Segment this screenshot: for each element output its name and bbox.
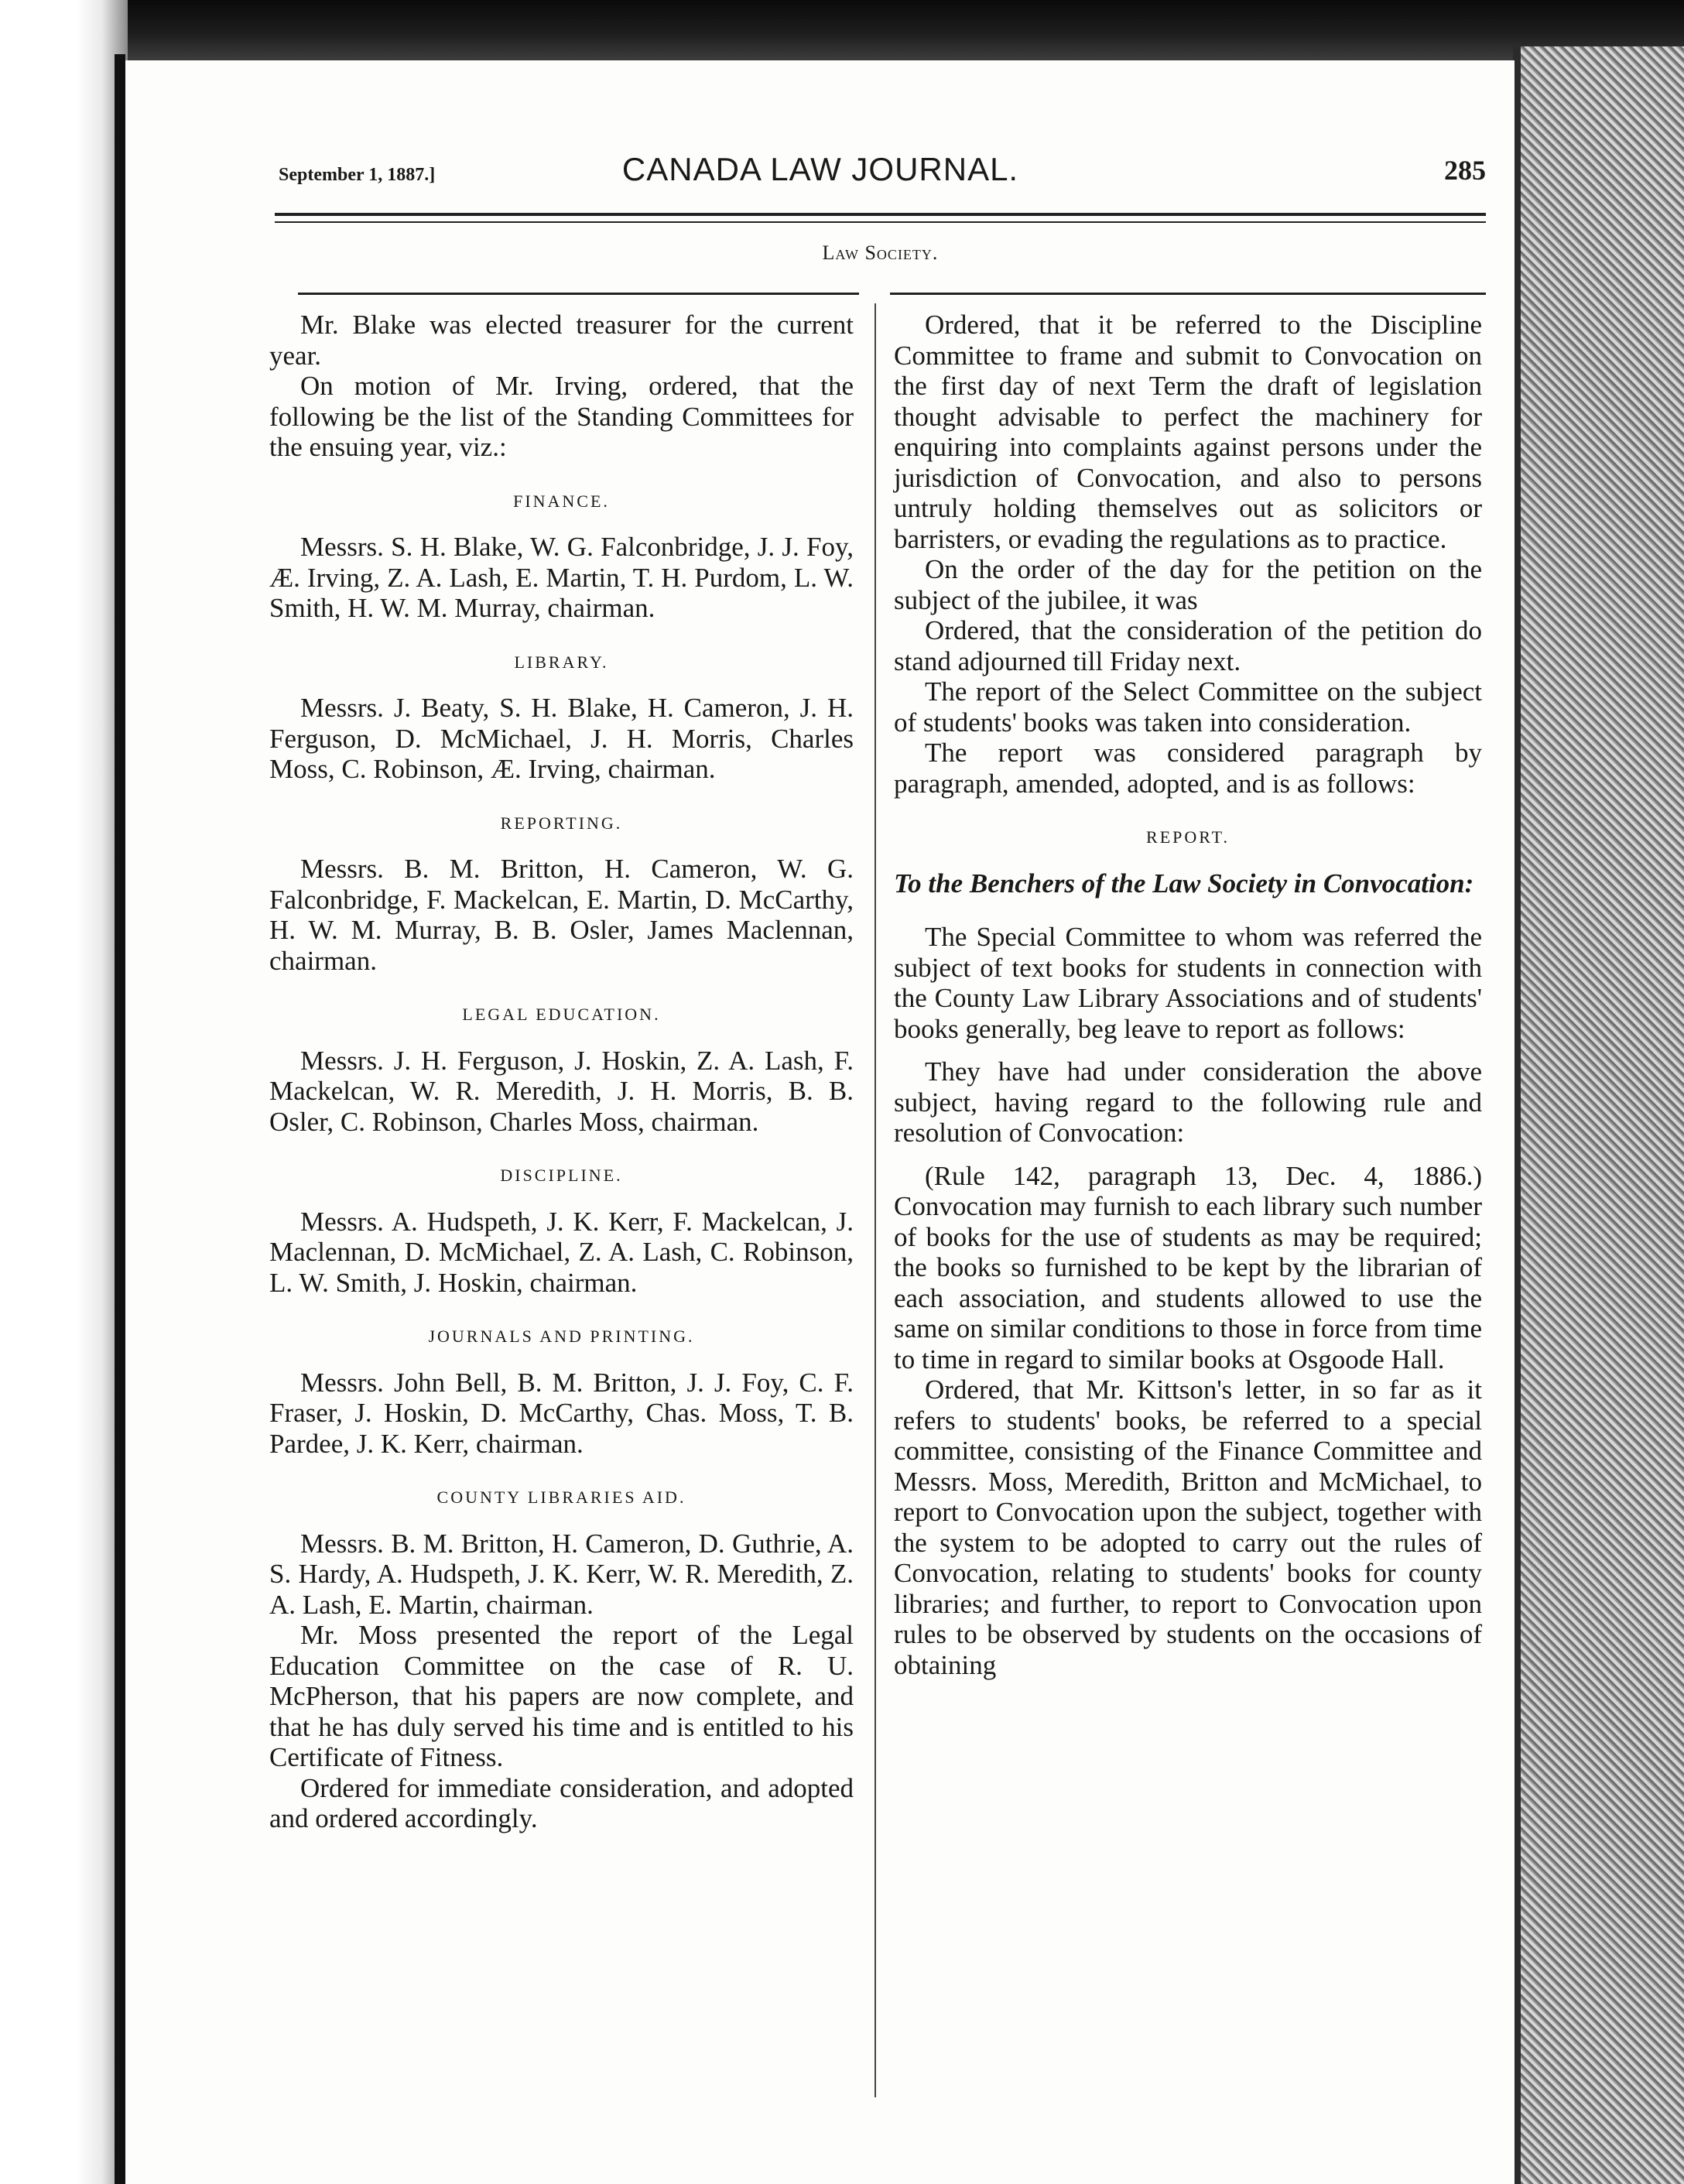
left-column (269, 310, 854, 1834)
committee-heading: COUNTY LIBRARIES AID. (436, 1487, 686, 1507)
section-title: Law Society. (822, 241, 939, 264)
committee-heading: FINANCE. (513, 491, 610, 511)
scan-left-margin (0, 0, 128, 2184)
committee-members: Messrs. S. H. Blake, W. G. Falconbridge, J. J. Foy, Æ. Irving, Z. A. Lash, E. Martin, T. H. Purdom, L. W. Smith, H. W. M. Murray, chairman. (269, 532, 854, 623)
header-rule-thick (275, 213, 1486, 216)
paragraph: They have had under consideration the above subject, having regard to the following rule and resolution of Convocation: (894, 1056, 1482, 1148)
committee-heading: LEGAL EDUCATION. (462, 1005, 661, 1024)
scan-right-margin (1521, 46, 1684, 2184)
committee-members: Messrs. J. H. Ferguson, J. Hoskin, Z. A. Lash, F. Mackelcan, W. R. Meredith, J. H. Morris, B. B. Osler, C. Robinson, Charles Moss, chairman. (269, 1045, 854, 1137)
paragraph: Ordered for immediate consideration, and adopted and ordered accordingly. (269, 1772, 854, 1833)
committee-heading: LIBRARY. (514, 652, 609, 672)
report-heading: REPORT. (1146, 827, 1230, 847)
paragraph: On motion of Mr. Irving, ordered, that the following be the list of the Standing Committees for the ensuing year, viz.: (269, 371, 854, 462)
section-rule-left (298, 293, 859, 295)
paragraph: The report was considered paragraph by paragraph, amended, adopted, and is as follows: (894, 738, 1482, 799)
paragraph: The Special Committee to whom was referred the subject of text books for students in connection with the County Law Library Associations and of students' books generally, beg leave to report as follows: (894, 922, 1482, 1044)
paragraph: Mr. Moss presented the report of the Legal Education Committee on the case of R. U. McPherson, that his papers are now complete, and that he has duly served his time and is entitled to his Certificate of Fitness. (269, 1620, 854, 1772)
paragraph: Ordered, that the consideration of the petition do stand adjourned till Friday next. (894, 615, 1482, 676)
header-date: September 1, 1887.] (279, 165, 436, 185)
committee-members: Messrs. B. M. Britton, H. Cameron, W. G. Falconbridge, F. Mackelcan, E. Martin, D. McCarthy, H. W. M. Murray, B. B. Osler, James Maclennan, chairman. (269, 854, 854, 976)
paragraph: Mr. Blake was elected treasurer for the current year. (269, 310, 854, 371)
section-rule-right (890, 293, 1486, 295)
paragraph: Ordered, that Mr. Kittson's letter, in so far as it refers to students' books, be referred to a special committee, consisting of the Finance Committee and Messrs. Moss, Meredith, Britton and McMichael, to report to Convocation upon the subject, together with the system to be adopted to carry out the rules of Convocation, relating to students' books for county libraries; and further, to report to Convocation upon rules to be observed by students on the occasions of obtaining (894, 1374, 1482, 1680)
right-column (894, 310, 1482, 1680)
paragraph: The report of the Select Committee on the subject of students' books was taken into consideration. (894, 676, 1482, 738)
committee-members: Messrs. A. Hudspeth, J. K. Kerr, F. Mackelcan, J. Maclennan, D. McMichael, Z. A. Lash, C. Robinson, L. W. Smith, J. Hoskin, chairman. (269, 1206, 854, 1298)
column-divider (875, 303, 876, 2097)
committee-heading: JOURNALS AND PRINTING. (428, 1326, 695, 1346)
committee-members: Messrs. J. Beaty, S. H. Blake, H. Cameron, J. H. Ferguson, D. McMichael, J. H. Morris, Charles Moss, C. Robinson, Æ. Irving, chairman. (269, 693, 854, 784)
running-header (155, 151, 1486, 197)
committee-heading: DISCIPLINE. (500, 1166, 623, 1185)
paragraph: (Rule 142, paragraph 13, Dec. 4, 1886.) Convocation may furnish to each library such number of books for the use of students as may be required; the books so furnished to be kept by the librarian of each association, and students allowed to use the same on similar conditions to those in force from time to time in regard to similar books at Osgoode Hall. (894, 1160, 1482, 1374)
committee-members: Messrs. B. M. Britton, H. Cameron, D. Guthrie, A. S. Hardy, A. Hudspeth, J. K. Kerr, W. R. Meredith, Z. A. Lash, E. Martin, chairman. (269, 1528, 854, 1620)
spacer (894, 1148, 1482, 1161)
paragraph: On the order of the day for the petition on the subject of the jubilee, it was (894, 554, 1482, 615)
paragraph: Ordered, that it be referred to the Discipline Committee to frame and submit to Convocation on the first day of next Term the draft of legislation thought advisable to perfect the machinery for enquiring into complaints against persons under the jurisdiction of Convocation, and also to persons untruly holding themselves out as solicitors or barristers, or evading the regulations as to practice. (894, 310, 1482, 554)
header-rule-thin (275, 221, 1486, 223)
scan-binding-edge (115, 54, 125, 2184)
report-address: To the Benchers of the Law Society in Convocation: (894, 868, 1474, 899)
committee-heading: REPORTING. (500, 813, 623, 833)
journal-title: CANADA LAW JOURNAL. (621, 151, 1019, 187)
page-number: 285 (1444, 155, 1486, 186)
spacer (894, 1044, 1482, 1056)
scan-top-border (0, 0, 1684, 60)
committee-members: Messrs. John Bell, B. M. Britton, J. J. Foy, C. F. Fraser, J. Hoskin, D. McCarthy, Chas. Moss, T. B. Pardee, J. K. Kerr, chairman. (269, 1367, 854, 1459)
